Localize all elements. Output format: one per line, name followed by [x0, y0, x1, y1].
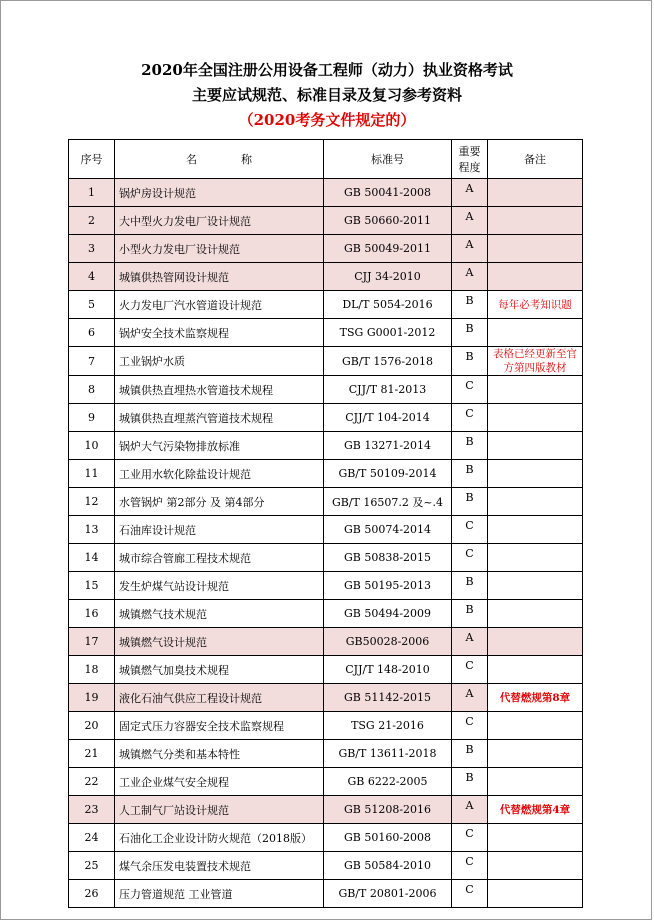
table-row: [69, 263, 583, 291]
table-row: [69, 796, 583, 824]
cell-name: 工业企业煤气安全规程: [115, 768, 324, 796]
table-row: [69, 740, 583, 768]
table-row: [69, 376, 583, 404]
cell-importance: A: [452, 263, 488, 291]
cell-note: [488, 628, 583, 656]
table-header-row: [69, 140, 583, 179]
cell-standard: GB 50838-2015: [324, 544, 452, 572]
header-num: 序号: [69, 140, 115, 179]
cell-num: 13: [69, 516, 115, 544]
cell-name: 大中型火力发电厂设计规范: [115, 207, 324, 235]
cell-importance: B: [452, 291, 488, 319]
cell-standard: GB50028-2006: [324, 628, 452, 656]
cell-note: [488, 179, 583, 207]
cell-standard: DL/T 5054-2016: [324, 291, 452, 319]
cell-standard: GB 50660-2011: [324, 207, 452, 235]
cell-importance: B: [452, 768, 488, 796]
table-row: [69, 432, 583, 460]
cell-name: 石油化工企业设计防火规范（2018版）: [115, 824, 324, 852]
cell-standard: GB 6222-2005: [324, 768, 452, 796]
cell-importance: B: [452, 740, 488, 768]
cell-num: 17: [69, 628, 115, 656]
cell-name: 工业用水软化除盐设计规范: [115, 460, 324, 488]
cell-name: 城镇燃气加臭技术规程: [115, 656, 324, 684]
cell-num: 20: [69, 712, 115, 740]
header-imp-line2: 程度: [458, 161, 481, 174]
cell-name: 火力发电厂汽水管道设计规范: [115, 291, 324, 319]
cell-note: [488, 544, 583, 572]
table-row: [69, 768, 583, 796]
cell-num: 2: [69, 207, 115, 235]
cell-num: 9: [69, 404, 115, 432]
cell-note: [488, 516, 583, 544]
cell-importance: B: [452, 488, 488, 516]
cell-standard: GB 50195-2013: [324, 572, 452, 600]
cell-note: [488, 263, 583, 291]
cell-standard: GB 50584-2010: [324, 852, 452, 880]
table-row: [69, 544, 583, 572]
cell-note: [488, 740, 583, 768]
cell-note: 表格已经更新至官方第四版教材: [488, 347, 583, 376]
cell-num: 8: [69, 376, 115, 404]
cell-note: [488, 460, 583, 488]
cell-num: 18: [69, 656, 115, 684]
cell-importance: A: [452, 207, 488, 235]
table-row: [69, 600, 583, 628]
cell-name: 城镇燃气分类和基本特性: [115, 740, 324, 768]
table-row: [69, 207, 583, 235]
cell-standard: CJJ/T 81-2013: [324, 376, 452, 404]
cell-name: 城镇供热管网设计规范: [115, 263, 324, 291]
table-row: [69, 516, 583, 544]
table-row: [69, 824, 583, 852]
table-row: [69, 712, 583, 740]
cell-note: [488, 207, 583, 235]
cell-num: 1: [69, 179, 115, 207]
table-row: [69, 179, 583, 207]
cell-note: [488, 824, 583, 852]
table-row: [69, 628, 583, 656]
cell-name: 发生炉煤气站设计规范: [115, 572, 324, 600]
cell-standard: GB 50160-2008: [324, 824, 452, 852]
cell-num: 24: [69, 824, 115, 852]
cell-note: [488, 376, 583, 404]
cell-standard: TSG G0001-2012: [324, 319, 452, 347]
cell-note: [488, 852, 583, 880]
cell-standard: GB/T 50109-2014: [324, 460, 452, 488]
cell-importance: A: [452, 179, 488, 207]
table-row: [69, 291, 583, 319]
cell-num: 19: [69, 684, 115, 712]
cell-name: 压力管道规范 工业管道: [115, 880, 324, 908]
cell-name: 锅炉安全技术监察规程: [115, 319, 324, 347]
cell-num: 25: [69, 852, 115, 880]
cell-name: 城市综合管廊工程技术规范: [115, 544, 324, 572]
table-row: [69, 235, 583, 263]
cell-name: 石油库设计规范: [115, 516, 324, 544]
table-row: [69, 684, 583, 712]
doc-title-line3: （2020考务文件规定的）: [238, 111, 416, 129]
cell-importance: C: [452, 376, 488, 404]
cell-standard: CJJ/T 104-2014: [324, 404, 452, 432]
cell-importance: B: [452, 347, 488, 376]
table-row: [69, 488, 583, 516]
cell-standard: GB/T 1576-2018: [324, 347, 452, 376]
cell-note: [488, 235, 583, 263]
cell-name: 煤气余压发电装置技术规范: [115, 852, 324, 880]
cell-note: 代替燃规第4章: [488, 796, 583, 824]
cell-note: [488, 880, 583, 908]
cell-importance: B: [452, 319, 488, 347]
table-row: [69, 319, 583, 347]
table-row: [69, 852, 583, 880]
cell-importance: C: [452, 824, 488, 852]
cell-importance: C: [452, 404, 488, 432]
cell-num: 22: [69, 768, 115, 796]
cell-standard: TSG 21-2016: [324, 712, 452, 740]
cell-name: 城镇供热直埋蒸汽管道技术规程: [115, 404, 324, 432]
cell-importance: A: [452, 628, 488, 656]
cell-num: 6: [69, 319, 115, 347]
cell-standard: GB 51208-2016: [324, 796, 452, 824]
cell-importance: C: [452, 712, 488, 740]
cell-importance: C: [452, 656, 488, 684]
cell-importance: A: [452, 684, 488, 712]
cell-standard: GB/T 13611-2018: [324, 740, 452, 768]
cell-num: 16: [69, 600, 115, 628]
cell-importance: A: [452, 796, 488, 824]
table-row: [69, 880, 583, 908]
cell-name: 液化石油气供应工程设计规范: [115, 684, 324, 712]
cell-num: 14: [69, 544, 115, 572]
cell-importance: B: [452, 572, 488, 600]
header-name: 名 称: [115, 140, 324, 179]
cell-num: 7: [69, 347, 115, 376]
cell-importance: C: [452, 516, 488, 544]
cell-name: 锅炉房设计规范: [115, 179, 324, 207]
cell-note: [488, 768, 583, 796]
cell-note: 每年必考知识题: [488, 291, 583, 319]
cell-num: 23: [69, 796, 115, 824]
cell-standard: GB 50494-2009: [324, 600, 452, 628]
cell-standard: GB/T 16507.2 及~.4: [324, 488, 452, 516]
cell-importance: B: [452, 432, 488, 460]
cell-note: [488, 319, 583, 347]
standards-table: [68, 139, 583, 908]
cell-name: 城镇燃气技术规范: [115, 600, 324, 628]
cell-name: 固定式压力容器安全技术监察规程: [115, 712, 324, 740]
cell-num: 21: [69, 740, 115, 768]
cell-name: 水管锅炉 第2部分 及 第4部分: [115, 488, 324, 516]
cell-num: 4: [69, 263, 115, 291]
cell-standard: GB 50074-2014: [324, 516, 452, 544]
cell-name: 锅炉大气污染物排放标准: [115, 432, 324, 460]
cell-note: 代替燃规第8章: [488, 684, 583, 712]
cell-importance: B: [452, 600, 488, 628]
doc-title-line2: 主要应试规范、标准目录及复习参考资料: [191, 86, 462, 104]
cell-num: 26: [69, 880, 115, 908]
cell-standard: GB/T 20801-2006: [324, 880, 452, 908]
cell-note: [488, 572, 583, 600]
table-row: [69, 347, 583, 376]
cell-standard: CJJ/T 148-2010: [324, 656, 452, 684]
cell-name: 小型火力发电厂设计规范: [115, 235, 324, 263]
cell-importance: C: [452, 852, 488, 880]
cell-num: 12: [69, 488, 115, 516]
cell-name: 城镇燃气设计规范: [115, 628, 324, 656]
header-importance: [452, 140, 488, 179]
cell-num: 10: [69, 432, 115, 460]
cell-standard: CJJ 34-2010: [324, 263, 452, 291]
cell-note: [488, 600, 583, 628]
table-row: [69, 404, 583, 432]
header-note: 备注: [488, 140, 583, 179]
table-row: [69, 572, 583, 600]
cell-note: [488, 656, 583, 684]
cell-standard: GB 51142-2015: [324, 684, 452, 712]
cell-note: [488, 712, 583, 740]
header-imp-line1: 重要: [458, 145, 481, 158]
table-row: [69, 460, 583, 488]
doc-title-line1: 2020年全国注册公用设备工程师（动力）执业资格考试: [141, 61, 513, 79]
cell-num: 11: [69, 460, 115, 488]
cell-importance: C: [452, 544, 488, 572]
cell-standard: GB 13271-2014: [324, 432, 452, 460]
cell-name: 工业锅炉水质: [115, 347, 324, 376]
cell-importance: C: [452, 880, 488, 908]
table-row: [69, 656, 583, 684]
cell-note: [488, 432, 583, 460]
cell-importance: B: [452, 460, 488, 488]
cell-name: 城镇供热直埋热水管道技术规程: [115, 376, 324, 404]
cell-note: [488, 488, 583, 516]
cell-standard: GB 50041-2008: [324, 179, 452, 207]
cell-note: [488, 404, 583, 432]
cell-num: 15: [69, 572, 115, 600]
cell-standard: GB 50049-2011: [324, 235, 452, 263]
cell-num: 5: [69, 291, 115, 319]
cell-importance: A: [452, 235, 488, 263]
cell-name: 人工制气厂站设计规范: [115, 796, 324, 824]
header-std: 标准号: [324, 140, 452, 179]
cell-num: 3: [69, 235, 115, 263]
